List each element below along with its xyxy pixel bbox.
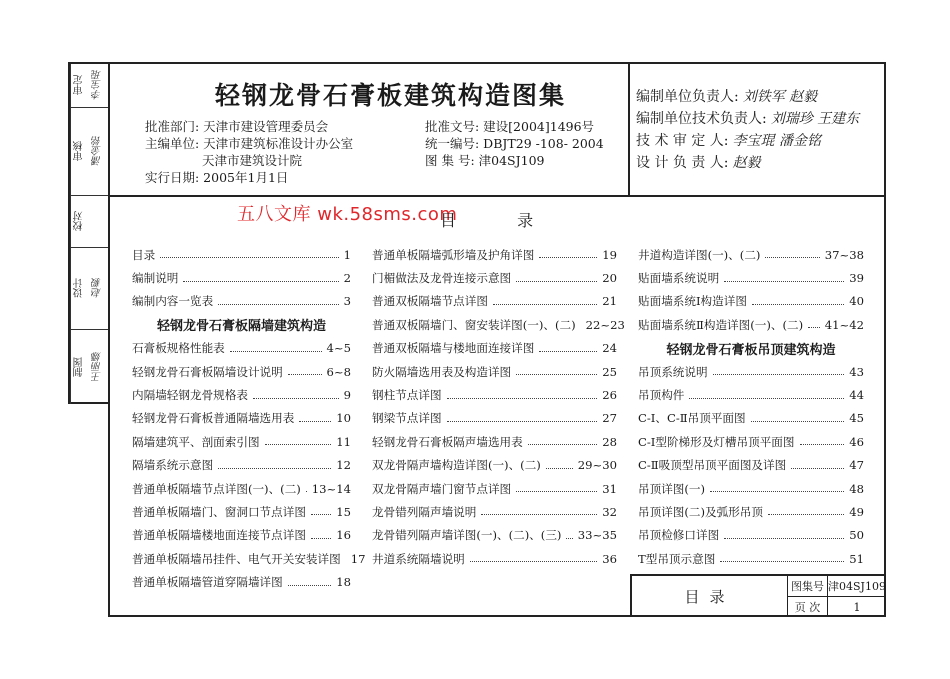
toc-entry-title: 普通双板隔墙节点详图: [372, 294, 488, 309]
toc-leader-dots: [751, 421, 845, 422]
toc-entry: [638, 313, 864, 336]
toc-entry: [132, 547, 366, 570]
toc-entry-page: 20: [602, 271, 617, 286]
toc-entry: [372, 454, 617, 477]
toc-column-2: [372, 243, 625, 570]
sidebar-cell: [70, 108, 108, 196]
toc-entry-title: 隔墙建筑平、剖面索引图: [132, 434, 260, 449]
chief-org: 主编单位: 天津市建筑标准设计办公室: [145, 136, 354, 151]
sidebar-label: 制图: [70, 330, 88, 404]
toc-entry: [372, 243, 617, 266]
toc-leader-dots: [183, 281, 338, 282]
toc-entry-title: 贴面墙系统Ⅰ构造详图: [638, 294, 747, 309]
toc-entry: [132, 477, 351, 500]
toc-column-1: [132, 243, 366, 594]
toc-entry: [638, 383, 864, 406]
toc-title: 目 录: [440, 211, 562, 230]
toc-entry-page: 41~42: [824, 317, 864, 332]
toc-entry-title: 井道构造详图(一)、(二): [638, 247, 761, 262]
toc-entry-title: 门楣做法及龙骨连接示意图: [372, 271, 512, 286]
toc-entry-page: 51: [849, 551, 864, 566]
toc-leader-dots: [288, 585, 332, 586]
page-title: 轻钢龙骨石膏板建筑构造图集: [215, 81, 567, 110]
toc-entry-page: 18: [336, 575, 351, 590]
toc-leader-dots: [710, 491, 844, 492]
toc-entry: [372, 383, 617, 406]
toc-entry-title: 普通单板隔墙弧形墙及护角详图: [372, 247, 535, 262]
toc-entry-title: 轻钢龙骨石膏板普通隔墙选用表: [132, 411, 295, 426]
toc-entry-page: 25: [602, 364, 617, 379]
toc-leader-dots: [218, 468, 331, 469]
toc-leader-dots: [470, 561, 597, 562]
toc-leader-dots: [713, 374, 845, 375]
toc-entry-title: 井道系统隔墙说明: [372, 551, 465, 566]
toc-entry: [132, 524, 351, 547]
toc-entry-page: 44: [849, 388, 864, 403]
toc-leader-dots: [447, 398, 598, 399]
toc-entry-title: 轻钢龙骨石膏板隔声墙选用表: [372, 434, 523, 449]
toc-entry-title: 吊顶系统说明: [638, 364, 708, 379]
toc-entry-page: 13~14: [311, 481, 351, 496]
toc-entry-title: 吊顶检修口详图: [638, 528, 720, 543]
toc-entry-page: 26: [602, 388, 617, 403]
toc-leader-dots: [724, 538, 844, 539]
meta-mid: [425, 118, 604, 169]
toc-entry: [372, 360, 617, 383]
toc-entry-page: 3: [343, 294, 351, 309]
toc-entry-title: 轻钢龙骨石膏板隔墙设计说明: [132, 364, 283, 379]
toc-leader-dots: [539, 351, 597, 352]
toc-entry-title: 普通单板隔墙楼地面连接节点详图: [132, 528, 306, 543]
watermark: 五八文库 wk.58sms.com: [237, 204, 458, 225]
sidebar-label: 审核: [70, 108, 88, 195]
responsible-label: 设 计 负 责 人:: [636, 155, 729, 171]
toc-entry: [372, 266, 617, 289]
toc-leader-dots: [791, 468, 844, 469]
toc-leader-dots: [288, 374, 322, 375]
toc-leader-dots: [516, 491, 597, 492]
sidebar-signature: 赵毅: [92, 278, 104, 299]
chief-org-2: 天津市建筑设计院: [202, 153, 303, 168]
toc-entry-title: 普通单板隔墙管道穿隔墙详图: [132, 575, 283, 590]
toc-entry-title: 普通单板隔墙门、窗洞口节点详图: [132, 504, 306, 519]
toc-leader-dots: [265, 444, 332, 445]
toc-entry-title: 普通单板隔墙节点详图(一)、(二): [132, 481, 301, 496]
toc-entry-page: 49: [849, 504, 864, 519]
toc-leader-dots: [311, 538, 331, 539]
toc-entry-page: 19: [602, 247, 617, 262]
toc-entry: [638, 430, 864, 453]
effective-date: 实行日期: 2005年1月1日: [145, 170, 289, 185]
responsible-label: 编制单位负责人:: [636, 89, 739, 105]
toc-leader-dots: [306, 491, 307, 492]
toc-entry-title: 吊顶详图(二)及弧形吊顶: [638, 504, 763, 519]
toc-entry-title: 贴面墙系统说明: [638, 271, 720, 286]
toc-entry-page: 17: [350, 551, 366, 566]
toc-entry: [638, 290, 864, 313]
toc-leader-dots: [539, 257, 597, 258]
toc-leader-dots: [299, 421, 331, 422]
toc-entry-page: 28: [602, 434, 617, 449]
toc-entry-title: 双龙骨隔声墙构造详图(一)、(二): [372, 458, 541, 473]
toc-entry-page: 4~5: [326, 341, 351, 356]
sidebar-signature: 潘金铭: [92, 136, 104, 167]
toc-entry-title: 龙骨错列隔声墙详图(一)、(二)、(三): [372, 528, 562, 543]
toc-entry: [132, 266, 351, 289]
header-vertical-divider: [628, 62, 630, 196]
toc-entry: [372, 500, 617, 523]
toc-entry: [372, 477, 617, 500]
toc-entry-title: C-Ⅰ型阶梯形及灯槽吊顶平面图: [638, 434, 795, 449]
toc-entry-page: 9: [343, 388, 351, 403]
sidebar-cell: [70, 64, 108, 108]
toc-entry: [132, 407, 351, 430]
toc-entry-page: 22~23: [585, 317, 625, 332]
sidebar-label: 校对: [70, 196, 88, 247]
toc-entry: [638, 360, 864, 383]
toc-entry-page: 39: [849, 271, 864, 286]
responsible-label: 技 术 审 定 人:: [636, 133, 729, 149]
toc-entry-title: 贴面墙系统Ⅱ构造详图(一)、(二): [638, 317, 804, 332]
toc-leader-dots: [808, 327, 820, 328]
toc-entry-page: 47: [849, 458, 864, 473]
toc-entry-page: 33~35: [577, 528, 617, 543]
toc-entry-title: 钢梁节点详图: [372, 411, 442, 426]
sidebar-label: 审定: [70, 64, 88, 107]
responsible-signature: 刘铁军 赵毅: [742, 89, 818, 105]
toc-entry-page: 31: [602, 481, 617, 496]
toc-leader-dots: [528, 444, 598, 445]
toc-entry-page: 50: [849, 528, 864, 543]
toc-section-heading: 轻钢龙骨石膏板隔墙建筑构造: [156, 319, 326, 335]
approval-sidebar: [68, 62, 108, 404]
toc-entry-title: 普通双板隔墙与楼地面连接详图: [372, 341, 535, 356]
approval-dept: 批准部门: 天津市建设管理委员会: [145, 119, 329, 134]
atlas-value: 津04SJ109: [828, 576, 886, 597]
toc-leader-dots: [752, 304, 844, 305]
toc-entry-page: 24: [602, 341, 617, 356]
toc-entry: [372, 407, 617, 430]
toc-entry-page: 32: [602, 504, 617, 519]
toc-entry-title: 编制说明: [132, 271, 179, 286]
toc-entry-title: T型吊顶示意图: [638, 551, 716, 566]
toc-column-3: [638, 243, 864, 570]
toc-entry-page: 2: [343, 271, 351, 286]
toc-entry: [372, 290, 617, 313]
toc-entry-title: 防火隔墙选用表及构造详图: [372, 364, 512, 379]
toc-entry: [638, 407, 864, 430]
meta-left: [145, 118, 353, 186]
toc-entry-page: 36: [602, 551, 617, 566]
page-value: 1: [853, 600, 861, 614]
toc-entry: [638, 266, 864, 289]
toc-entry-title: 吊顶详图(一): [638, 481, 706, 496]
atlas-label: 图集号: [788, 576, 828, 597]
toc-entry-page: 11: [336, 434, 351, 449]
toc-entry: [132, 570, 351, 593]
toc-entry-page: 29~30: [577, 458, 617, 473]
toc-entry-page: 46: [849, 434, 864, 449]
title-block-main: 目录: [632, 576, 788, 617]
responsible-row: [636, 152, 859, 174]
responsible-row: [636, 86, 859, 108]
responsible-list: [636, 86, 859, 174]
toc-leader-dots: [218, 304, 338, 305]
toc-entry-title: 龙骨错列隔声墙说明: [372, 504, 477, 519]
toc-entry: [132, 430, 351, 453]
toc-leader-dots: [765, 257, 819, 258]
toc-entry-title: 钢柱节点详图: [372, 388, 442, 403]
approval-doc: 批准文号: 建设[2004]1496号: [425, 119, 595, 134]
toc-entry-page: 45: [849, 411, 864, 426]
toc-entry-page: 16: [336, 528, 351, 543]
toc-entry: [132, 454, 351, 477]
toc-entry-title: 普通单板隔墙吊挂件、电气开关安装详图: [132, 551, 341, 566]
toc-entry-page: 43: [849, 364, 864, 379]
toc-entry-page: 21: [602, 294, 617, 309]
toc-entry-title: 隔墙系统示意图: [132, 458, 214, 473]
toc-leader-dots: [566, 538, 572, 539]
responsible-label: 编制单位技术负责人:: [636, 111, 767, 127]
toc-entry-page: 10: [336, 411, 351, 426]
toc-leader-dots: [546, 468, 573, 469]
toc-entry-page: 40: [849, 294, 864, 309]
responsible-row: [636, 130, 859, 152]
header-divider: [108, 195, 886, 197]
toc-entry: [372, 313, 625, 336]
toc-entry: [132, 360, 351, 383]
toc-entry: [372, 337, 617, 360]
toc-leader-dots: [447, 421, 598, 422]
sidebar-cell: [70, 196, 108, 248]
atlas-number: 图 集 号: 津04SJ109: [425, 153, 545, 168]
toc-entry: [372, 524, 617, 547]
toc-leader-dots: [160, 257, 338, 258]
toc-entry-title: C-Ⅱ吸顶型吊顶平面图及详图: [638, 458, 787, 473]
sidebar-cell: [70, 330, 108, 404]
toc-leader-dots: [768, 514, 844, 515]
toc-entry: [132, 243, 351, 266]
toc-entry-page: 37~38: [824, 247, 864, 262]
toc-leader-dots: [253, 398, 339, 399]
toc-entry: [638, 524, 864, 547]
toc-entry: [638, 547, 864, 570]
toc-leader-dots: [720, 561, 844, 562]
toc-leader-dots: [493, 304, 597, 305]
toc-leader-dots: [800, 444, 845, 445]
toc-entry: [638, 500, 864, 523]
toc-entry-page: 27: [602, 411, 617, 426]
toc-leader-dots: [516, 374, 597, 375]
toc-entry: [638, 454, 864, 477]
toc-leader-dots: [724, 281, 844, 282]
toc-entry: [638, 243, 864, 266]
toc-leader-dots: [311, 514, 331, 515]
toc-section-heading: 轻钢龙骨石膏板吊顶建筑构造: [666, 342, 836, 358]
responsible-signature: 赵毅: [732, 155, 761, 171]
sidebar-signature: [88, 196, 108, 247]
toc-entry-title: 内隔墙轻钢龙骨规格表: [132, 388, 248, 403]
toc-entry-page: 12: [336, 458, 351, 473]
toc-entry-title: 双龙骨隔声墙门窗节点详图: [372, 481, 512, 496]
toc-entry-page: 6~8: [326, 364, 351, 379]
toc-leader-dots: [689, 398, 844, 399]
toc-entry-title: 石膏板规格性能表: [132, 341, 225, 356]
sidebar-signature: 李宝琨: [92, 70, 104, 101]
toc-entry-title: 编制内容一览表: [132, 294, 214, 309]
unified-number: 统一编号: DBJT29 -108- 2004: [425, 136, 604, 151]
toc-entry: [132, 290, 351, 313]
toc-entry: [132, 500, 351, 523]
toc-entry-title: 目录: [132, 247, 156, 262]
toc-entry-page: 1: [343, 247, 351, 262]
toc-entry: [372, 547, 617, 570]
toc-leader-dots: [516, 281, 597, 282]
toc-entry: [372, 430, 617, 453]
toc-entry: [132, 383, 351, 406]
sidebar-label: 设计: [70, 248, 88, 329]
toc-entry-title: 普通双板隔墙门、窗安装详图(一)、(二): [372, 317, 576, 332]
sidebar-signature: 王丽娜: [92, 352, 104, 382]
toc-entry-page: 48: [849, 481, 864, 496]
responsible-row: [636, 108, 859, 130]
page-label: 页 次: [788, 597, 828, 617]
toc-entry: [638, 477, 864, 500]
toc-entry-title: C-Ⅰ、C-Ⅱ吊顶平面图: [638, 411, 746, 426]
title-block: [630, 574, 886, 617]
responsible-signature: 刘瑞珍 王建东: [770, 111, 860, 127]
toc-leader-dots: [481, 514, 597, 515]
responsible-signature: 李宝琨 潘金铭: [732, 133, 821, 149]
toc-entry: [132, 337, 351, 360]
toc-entry-title: 吊顶构件: [638, 388, 685, 403]
toc-leader-dots: [230, 351, 322, 352]
sidebar-cell: [70, 248, 108, 330]
toc-entry-page: 15: [336, 504, 351, 519]
